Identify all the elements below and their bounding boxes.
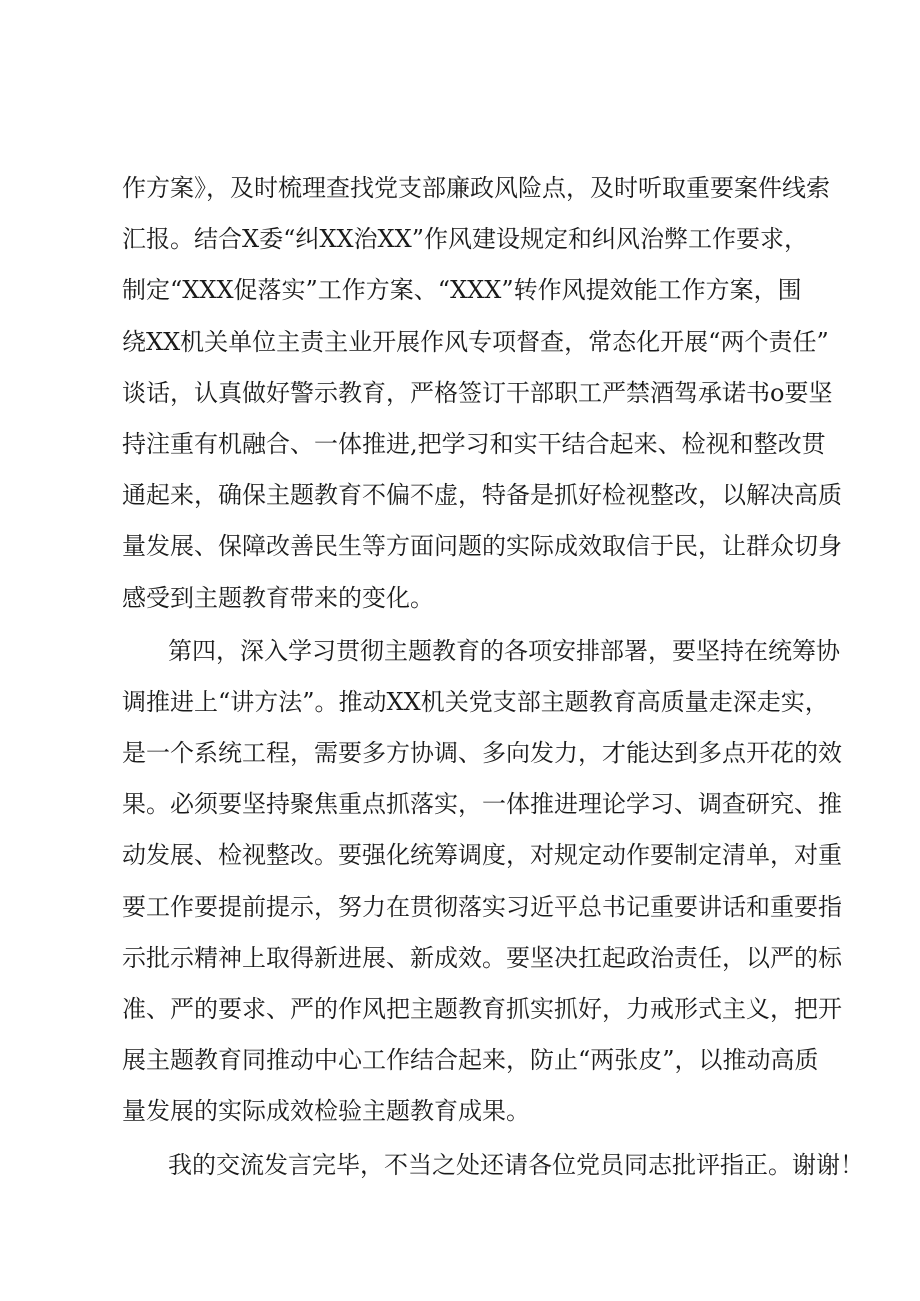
text-line: 量发展、保障改善民生等方面问题的实际成效取信于民，让群众切身 <box>122 532 842 561</box>
paragraph-continuation <box>122 163 842 624</box>
text-line: 果。必须要坚持聚焦重点抓落实，一体推进理论学习、调查研究、推 <box>122 790 842 819</box>
text-line: 准、严的要求、严的作风把主题教育抓实抓好，力戒形式主义，把开 <box>122 995 842 1023</box>
paragraph-closing <box>122 1140 864 1191</box>
text-line: 调推进上“讲方法”。推动XX机关党支部主题教育高质量走深走实， <box>122 687 829 716</box>
text-line: 第四，深入学习贯彻主题教育的各项安排部署，要坚持在统筹协 <box>168 636 840 665</box>
text-line: 制定“XXX促落实”工作方案、“XXX”转作风提效能工作方案，围 <box>122 276 802 305</box>
text-line: 是一个系统工程，需要多方协调、多向发力，才能达到多点开花的效 <box>122 739 842 768</box>
text-line: 要工作要提前提示，努力在贯彻落实习近平总书记重要讲话和重要指 <box>122 892 842 921</box>
text-line: 谈话，认真做好警示教育，严格签订干部职工严禁酒驾承诺书o要坚 <box>122 378 833 407</box>
text-line: 动发展、检视整改。要强化统筹调度，对规定动作要制定清单，对重 <box>122 841 842 870</box>
text-line: 量发展的实际成效检验主题教育成果。 <box>122 1097 530 1126</box>
text-line: 通起来，确保主题教育不偏不虚，特备是抓好检视整改，以解决高质 <box>122 481 842 510</box>
text-line: 绕XX机关单位主责主业开展作风专项督查，常态化开展“两个责任” <box>122 327 829 356</box>
text-line: 感受到主题教育带来的变化。 <box>122 583 434 612</box>
document-body <box>122 163 864 1191</box>
text-line: 作方案》，及时梳理查找党支部廉政风险点，及时听取重要案件线索 <box>122 174 830 202</box>
text-line: 展主题教育同推动中心工作结合起来，防止“两张皮”，以推动高质 <box>122 1046 819 1075</box>
text-line: 持注重有机融合、一体推进,把学习和实干结合起来、检视和整改贯 <box>122 429 826 458</box>
closing-line: 我的交流发言完毕，不当之处还请各位党员同志批评指正。谢谢！ <box>168 1150 864 1179</box>
text-line: 汇报。结合X委“纠XX治XX”作风建设规定和纠风治弊工作要求， <box>122 225 808 254</box>
paragraph-fourth-point <box>122 626 842 1138</box>
text-line: 示批示精神上取得新进展、新成效。要坚决扛起政治责任，以严的标 <box>122 943 842 972</box>
